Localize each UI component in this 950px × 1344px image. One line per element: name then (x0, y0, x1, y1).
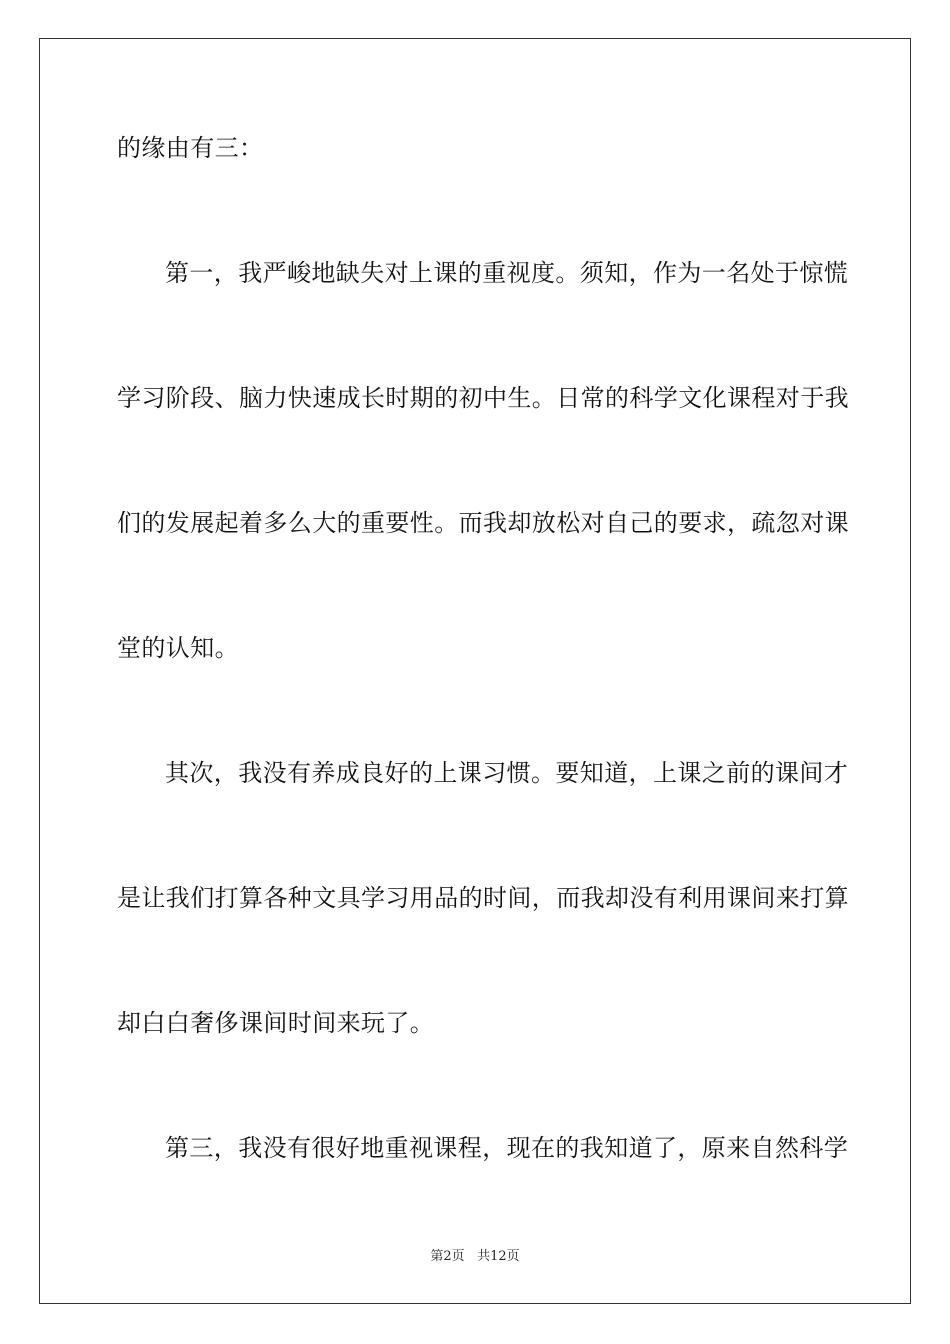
paragraph-second-line: 其次，我没有养成良好的上课习惯。要知道，上课之前的课间才 (165, 759, 849, 787)
text-line-3: 学习阶段、脑力快速成长时期的初中生。日常的科学文化课程对于我 (117, 384, 849, 412)
page-footer (0, 1248, 950, 1266)
page-number: 第2页 (430, 1249, 465, 1264)
page-total: 共12页 (477, 1249, 520, 1264)
text-line-8: 却白白奢侈课间时间来玩了。 (117, 1009, 435, 1037)
text-line-4: 们的发展起着多么大的重要性。而我却放松对自己的要求，疏忽对课 (117, 509, 849, 537)
paragraph-third-line: 第三，我没有很好地重视课程，现在的我知道了，原来自然科学 (165, 1134, 849, 1162)
text-line-5: 堂的认知。 (117, 634, 239, 662)
text-line-1: 的缘由有三： (117, 134, 264, 162)
page-frame (39, 38, 911, 1304)
paragraph-first-line: 第一，我严峻地缺失对上课的重视度。须知，作为一名处于惊慌 (165, 259, 849, 287)
text-line-7: 是让我们打算各种文具学习用品的时间，而我却没有利用课间来打算 (117, 884, 849, 912)
